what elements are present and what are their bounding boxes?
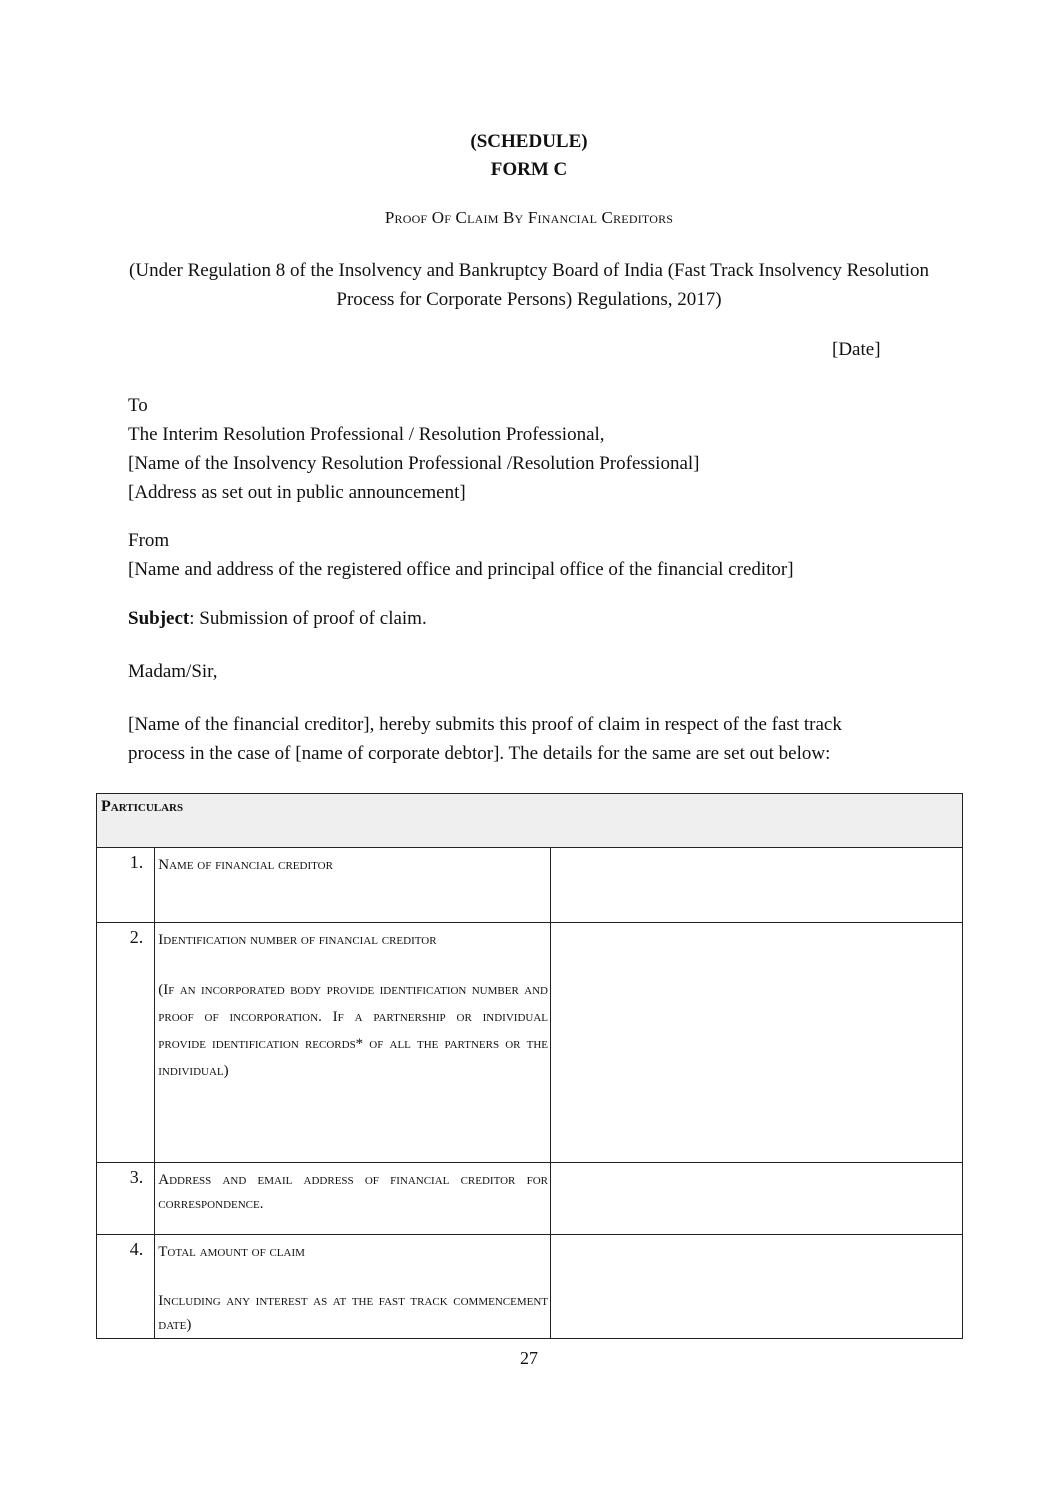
row-description	[155, 848, 551, 923]
subject-label: Subject	[128, 608, 190, 629]
row-number: 3.	[97, 1163, 155, 1235]
salutation	[128, 657, 938, 686]
address-email-field[interactable]	[551, 1163, 963, 1235]
row-description-note: Including any interest as at the fast track commencement date)	[158, 1293, 548, 1333]
salutation-text: Madam/Sir,	[128, 661, 218, 682]
sender-block	[128, 526, 938, 584]
row-description	[155, 923, 551, 1163]
form-title: Proof Of Claim By Financial Creditors	[384, 208, 674, 227]
row-description-text: Name of financial creditor	[158, 857, 333, 873]
row-description-note: (If an incorporated body provide identification number and proof of incorporation. If a partnership or individual provide identification records* of all the partners or the individual)	[158, 982, 548, 1079]
regulation-reference: (Under Regulation 8 of the Insolvency and Bankruptcy Board of India (Fast Track Insolvency Resolution Process for Corporate Persons) Regulations, 2017)	[129, 260, 929, 310]
body-line-1: [Name of the financial creditor], hereby submits this proof of claim in respect of the fast track	[128, 714, 842, 735]
body-line-2: process in the case of [name of corporate debtor]. The details for the same are set out below:	[128, 743, 831, 764]
identification-number-field[interactable]	[551, 923, 963, 1163]
table-row	[97, 923, 963, 1163]
financial-creditor-name-field[interactable]	[551, 848, 963, 923]
addressee-block	[128, 391, 938, 507]
form-heading: FORM C	[490, 159, 568, 180]
row-description-text: Total amount of claim	[158, 1244, 305, 1260]
body-paragraph	[128, 710, 938, 768]
subject-line	[128, 604, 938, 633]
row-number: 1.	[97, 848, 155, 923]
to-line-3: [Address as set out in public announcement]	[128, 482, 466, 503]
row-description	[155, 1235, 551, 1339]
table-row	[97, 1235, 963, 1339]
to-line-1: The Interim Resolution Professional / Resolution Professional,	[128, 424, 605, 445]
from-label: From	[128, 530, 170, 551]
page-number: 27	[520, 1348, 538, 1368]
from-line-1: [Name and address of the registered office and principal office of the financial creditor]	[128, 559, 794, 580]
total-claim-amount-field[interactable]	[551, 1235, 963, 1339]
table-header-row	[97, 794, 963, 848]
date-placeholder: [Date]	[832, 339, 881, 360]
table-row	[97, 1163, 963, 1235]
row-number: 4.	[97, 1235, 155, 1339]
subject-text: : Submission of proof of claim.	[189, 608, 427, 629]
to-label: To	[128, 395, 148, 416]
particulars-table	[96, 793, 963, 1339]
to-line-2: [Name of the Insolvency Resolution Professional /Resolution Professional]	[128, 453, 700, 474]
row-description	[155, 1163, 551, 1235]
schedule-heading: (SCHEDULE)	[470, 131, 588, 152]
row-number: 2.	[97, 923, 155, 1163]
table-row	[97, 848, 963, 923]
row-description-text: Address and email address of financial creditor for correspondence.	[158, 1172, 548, 1212]
particulars-header: Particulars	[97, 794, 963, 848]
row-description-text: Identification number of financial creditor	[158, 932, 437, 948]
